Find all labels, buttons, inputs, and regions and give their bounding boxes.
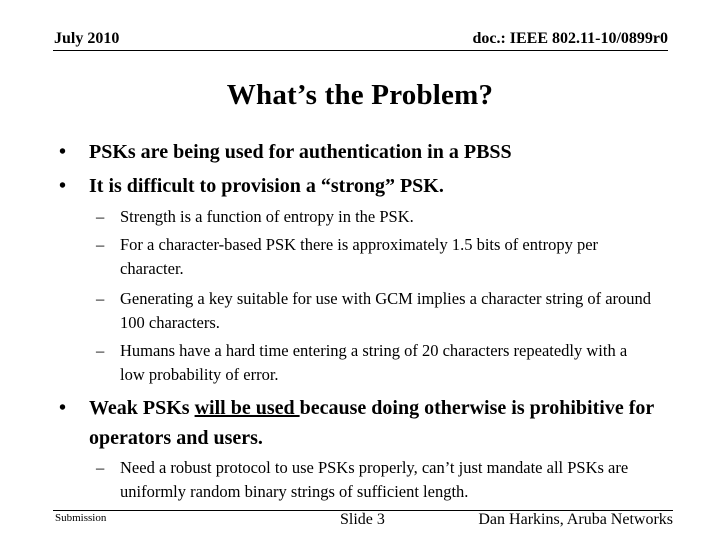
sub-bullet-item: [96, 287, 656, 335]
sub-bullet-text: For a character-based PSK there is approximately 1.5 bits of entropy per character.: [120, 235, 599, 278]
sub-bullet-item: [96, 205, 656, 229]
footer-submission: Submission: [55, 512, 107, 524]
sub-bullet-text: Need a robust protocol to use PSKs properly, can’t just mandate all PSKs are uniformly random binary strings of sufficient length.: [120, 458, 629, 501]
header-divider: [53, 50, 668, 51]
bullet-text: [89, 393, 679, 453]
bullet-marker: •: [59, 175, 67, 197]
sub-bullet-item: [96, 456, 656, 504]
slide-title: What’s the Problem?: [226, 79, 494, 111]
sub-bullet-marker: –: [96, 289, 105, 308]
bullet-text-post: because doing otherwise is prohibitive for operators and users.: [89, 397, 654, 449]
sub-bullet-marker: –: [96, 458, 105, 477]
sub-bullet-text: Generating a key suitable for use with GCM implies a character string of around 100 characters.: [120, 289, 652, 332]
sub-bullet-item: [96, 339, 656, 387]
footer-author: Dan Harkins, Aruba Networks: [478, 511, 673, 528]
bullet-text-pre: Weak PSKs: [89, 397, 195, 419]
header-date: July 2010: [54, 30, 120, 47]
sub-bullet-marker: –: [96, 341, 105, 360]
bullet-text-underlined: will be used: [194, 397, 300, 419]
bullet-item: [59, 393, 679, 453]
bullet-text: It is difficult to provision a “strong” PSK.: [89, 175, 444, 197]
sub-bullet-marker: –: [96, 235, 105, 254]
bullet-marker: •: [59, 141, 67, 163]
bullet-item: [59, 171, 679, 201]
bullet-item: [59, 137, 679, 167]
bullet-marker: •: [59, 397, 67, 419]
sub-bullet-marker: –: [96, 207, 105, 226]
sub-bullet-text: Humans have a hard time entering a string of 20 characters repeatedly with a low probability of error.: [120, 341, 628, 384]
footer-slide-number: Slide 3: [340, 511, 385, 528]
sub-bullet-text: Strength is a function of entropy in the PSK.: [120, 207, 414, 226]
header-doc-id: doc.: IEEE 802.11-10/0899r0: [472, 30, 668, 47]
sub-bullet-item: [96, 233, 656, 281]
bullet-text: PSKs are being used for authentication in a PBSS: [89, 141, 512, 163]
